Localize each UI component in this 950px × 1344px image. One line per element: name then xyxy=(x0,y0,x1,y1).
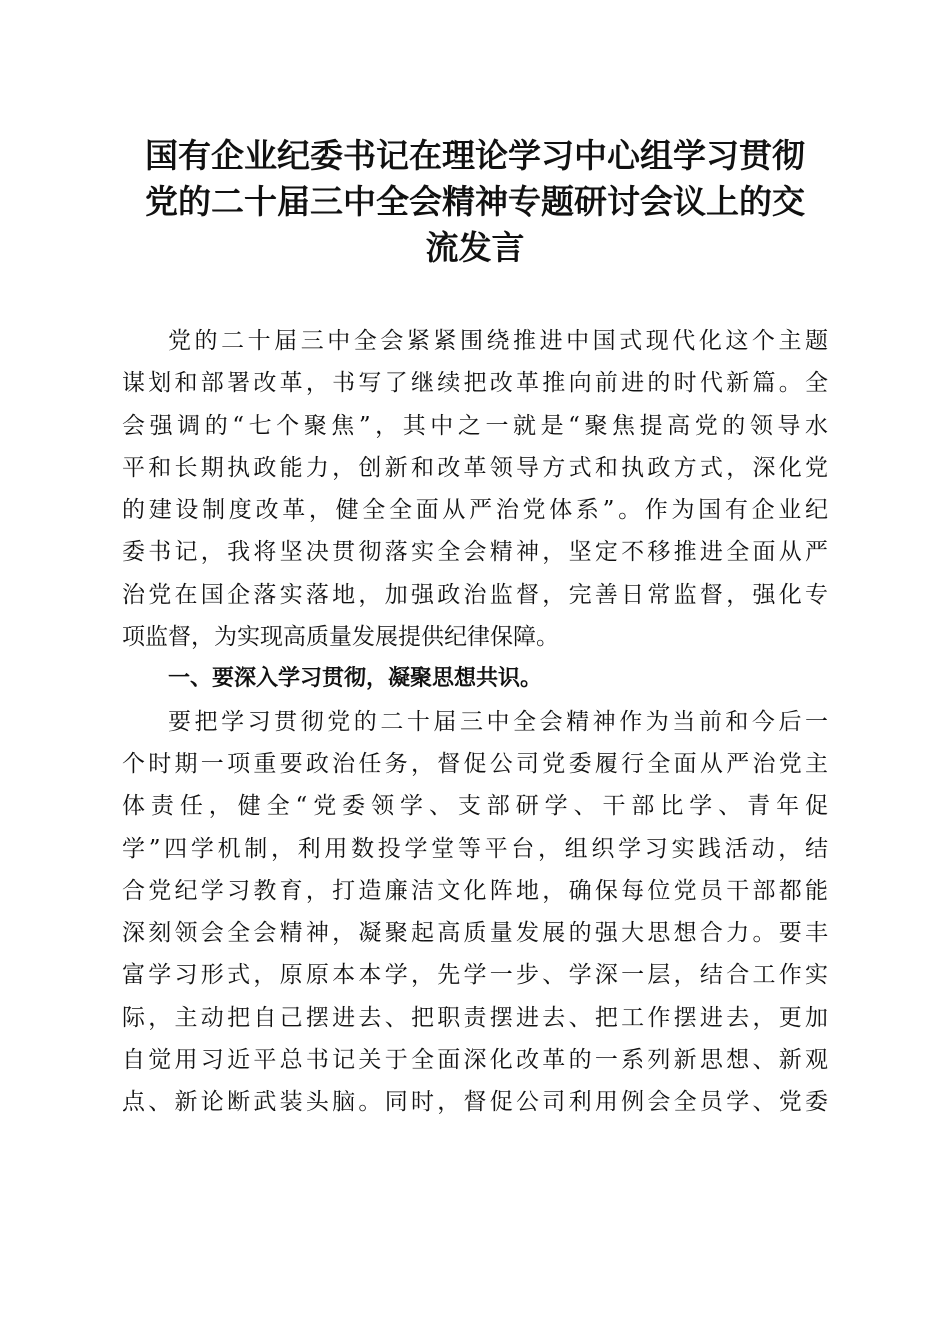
paragraph-line: 要把学习贯彻党的二十届三中全会精神作为当前和今后一 xyxy=(168,708,828,735)
paragraph-line: 深刻领会全会精神，凝聚起高质量发展的强大思想合力。要丰 xyxy=(122,920,828,947)
paragraph-study xyxy=(122,701,828,1124)
title-line-3: 流发言 xyxy=(425,228,525,267)
paragraph-line: 自觉用习近平总书记关于全面深化改革的一系列新思想、新观 xyxy=(122,1047,828,1074)
paragraph-line: 党的二十届三中全会紧紧围绕推进中国式现代化这个主题 xyxy=(168,328,828,354)
paragraph-line: 的建设制度改革，健全全面从严治党体系”。作为国有企业纪 xyxy=(122,497,828,524)
document-title xyxy=(110,133,840,271)
section-heading: 一、要深入学习贯彻，凝聚思想共识。 xyxy=(168,666,543,692)
paragraph-line: 体责任，健全“党委领学、支部研学、干部比学、青年促 xyxy=(122,793,828,820)
paragraph-line: 平和长期执政能力，创新和改革领导方式和执政方式，深化党 xyxy=(122,454,828,481)
paragraph-intro xyxy=(122,320,828,658)
paragraph-line: 谋划和部署改革，书写了继续把改革推向前进的时代新篇。全 xyxy=(122,370,828,397)
document-body xyxy=(122,320,828,1124)
paragraph-line: 际，主动把自己摆进去、把职责摆进去、把工作摆进去，更加 xyxy=(122,1004,828,1031)
paragraph-line: 富学习形式，原原本本学，先学一步、学深一层，结合工作实 xyxy=(122,962,828,989)
paragraph-line: 学”四学机制，利用数投学堂等平台，组织学习实践活动，结 xyxy=(122,835,828,862)
title-line-2: 党的二十届三中全会精神专题研讨会议上的交 xyxy=(145,182,805,221)
paragraph-line: 会强调的“七个聚焦”，其中之一就是“聚焦提高党的领导水 xyxy=(122,412,828,439)
paragraph-line: 治党在国企落实落地，加强政治监督，完善日常监督，强化专 xyxy=(122,581,828,608)
paragraph-line: 项监督，为实现高质量发展提供纪律保障。 xyxy=(122,624,559,651)
paragraph-line: 点、新论断武装头脑。同时，督促公司利用例会全员学、党委 xyxy=(122,1089,828,1116)
paragraph-line: 个时期一项重要政治任务，督促公司党委履行全面从严治党主 xyxy=(122,750,828,777)
paragraph-line: 合党纪学习教育，打造廉洁文化阵地，确保每位党员干部都能 xyxy=(122,877,828,904)
paragraph-line: 委书记，我将坚决贯彻落实全会精神，坚定不移推进全面从严 xyxy=(122,539,828,566)
title-line-1: 国有企业纪委书记在理论学习中心组学习贯彻 xyxy=(145,136,805,175)
